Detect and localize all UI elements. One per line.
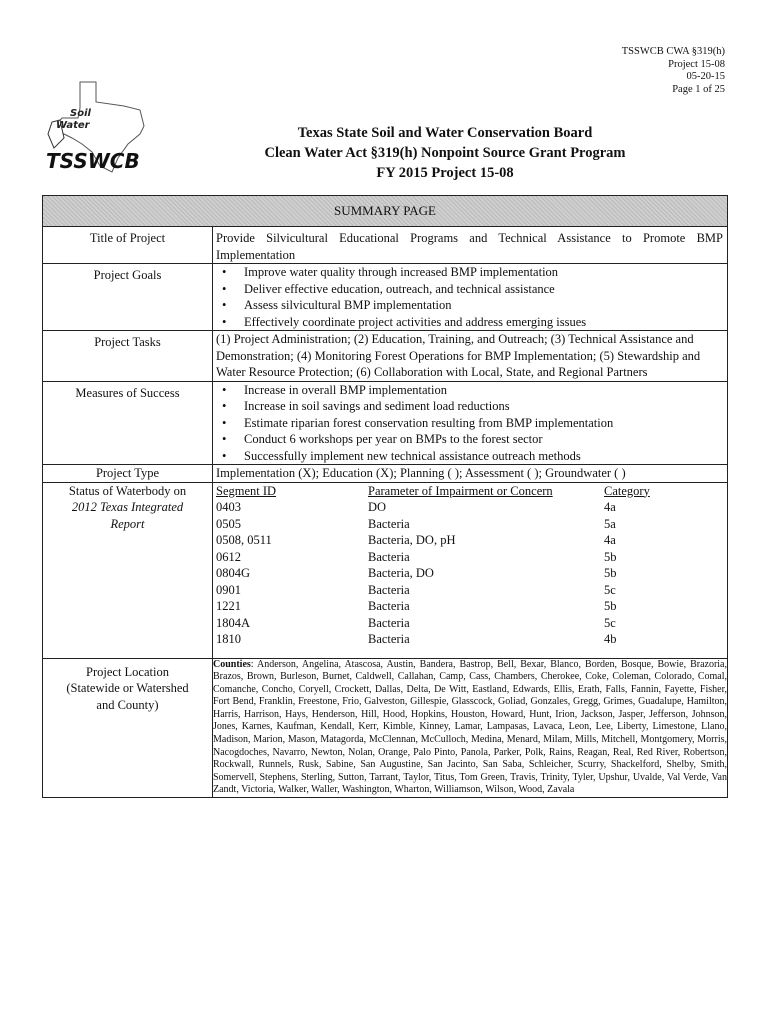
goals-list xyxy=(216,264,723,330)
title-row xyxy=(43,227,728,264)
document-title-block xyxy=(120,123,770,183)
measures-row xyxy=(43,381,728,465)
measure-item: • Increase in soil savings and sediment load reductions xyxy=(244,398,723,415)
waterbody-header-row xyxy=(216,483,723,500)
waterbody-data-row: 0612 Bacteria 5b xyxy=(216,549,617,564)
waterbody-status-value xyxy=(213,482,728,658)
goals-row xyxy=(43,264,728,331)
project-tasks-value: (1) Project Administration; (2) Education, Training, and Outreach; (3) Technical Assistance and Demonstration; (4) Monitoring Forest Operations for BMP Implementation; (5) Stewardship and Water Resource Protection; (6) Collaboration with Local, State, and Regional Partners xyxy=(213,331,728,382)
title-of-project-value: Provide Silvicultural Educational Programs and Technical Assistance to Promote BMP Implementation xyxy=(213,227,728,264)
measure-item: • Conduct 6 workshops per year on BMPs to the forest sector xyxy=(244,431,723,448)
tasks-row xyxy=(43,331,728,382)
type-row xyxy=(43,465,728,483)
category-header: Category xyxy=(604,483,650,498)
goal-item: • Assess silvicultural BMP implementation xyxy=(244,297,723,314)
measure-item: • Increase in overall BMP implementation xyxy=(244,382,723,399)
measures-of-success-value xyxy=(213,381,728,465)
waterbody-data-row: 1804A Bacteria 5c xyxy=(216,615,616,630)
waterbody-data-row: 0403 DO 4a xyxy=(216,500,616,514)
location-row xyxy=(43,658,728,798)
measure-item: • Successfully implement new technical assistance outreach methods xyxy=(244,448,723,465)
project-type-value: Implementation (X); Education (X); Planning ( ); Assessment ( ); Groundwater ( ) xyxy=(213,465,728,483)
waterbody-data-row: 1221 Bacteria 5b xyxy=(216,599,617,613)
title-line-1: Texas State Soil and Water Conservation Board xyxy=(297,125,593,141)
reference-line-4: Page 1 of 25 xyxy=(672,83,725,95)
waterbody-data-row: 1810 Bacteria 4b xyxy=(216,632,617,646)
logo-water-text: Water xyxy=(56,120,90,131)
title-line-3: FY 2015 Project 15-08 xyxy=(376,165,514,181)
reference-line-2: Project 15-08 xyxy=(668,58,725,70)
project-goals-label: Project Goals xyxy=(43,264,213,331)
parameter-header: Parameter of Impairment or Concern xyxy=(368,483,553,498)
project-type-label: Project Type xyxy=(43,465,213,483)
waterbody-data-row: 0505 Bacteria 5a xyxy=(216,516,616,531)
reference-line-3: 05-20-15 xyxy=(686,71,725,82)
measures-list xyxy=(216,382,723,465)
project-goals-value xyxy=(213,264,728,331)
project-location-label: Project Location (Statewide or Watershed and County) xyxy=(43,658,213,798)
document-reference xyxy=(622,46,725,96)
measures-of-success-label: Measures of Success xyxy=(43,381,213,465)
goal-item: • Effectively coordinate project activities and address emerging issues xyxy=(244,314,723,331)
measure-item: • Estimate riparian forest conservation resulting from BMP implementation xyxy=(244,415,723,432)
waterbody-data-row: 0901 Bacteria 5c xyxy=(216,582,616,597)
summary-table xyxy=(42,195,728,798)
logo-soil-text: Soil xyxy=(70,108,91,119)
waterbody-row xyxy=(43,482,728,658)
title-line-2: Clean Water Act §319(h) Nonpoint Source Grant Program xyxy=(264,145,626,161)
project-location-value xyxy=(213,658,728,798)
waterbody-status-label: Status of Waterbody on 2012 Texas Integrated Report xyxy=(43,482,213,658)
title-of-project-label: Title of Project xyxy=(43,227,213,264)
project-tasks-label: Project Tasks xyxy=(43,331,213,382)
waterbody-data-row: 0508, 0511 Bacteria, DO, pH 4a xyxy=(216,533,616,547)
reference-line-1: TSSWCB CWA §319(h) xyxy=(621,46,725,57)
counties-list: : Anderson, Angelina, Atascosa, Austin, Bandera, Bastrop, Bell, Bexar, Blanco, Borden, Bosque, Bowie, Brazoria, Brazos, Brown, Burleson, Burnet, Caldwell, Callahan, Camp, Cass, Chambers, Cherokee, Coke, Coleman, Colorado, Comal, Comanche, Concho, Coryell, Crockett, Dallas, Delta, De Witt, Eastland, Edwards, Ellis, Erath, Falls, Fannin, Fayette, Fisher, Fort Bend, Franklin, Freestone, Frio, Galveston, Gillespie, Glasscock, Goliad, Gonzales, Gregg, Grimes, Guadalupe, Hamilton, Harris, Harrison, Hays, Henderson, Hill, Hood, Hopkins, Houston, Howard, Hunt, Irion, Jackson, Jasper, Jefferson, Johnson, Jones, Karnes, Kaufman, Kendall, Kerr, Kimble, Kinney, Lamar, Lampasas, Lavaca, Leon, Lee, Liberty, Limestone, Llano, Madison, Marion, Mason, Matagorda, McClennan, McCulloch, Medina, Menard, Milam, Mills, Mitchell, Montgomery, Morris, Nacogdoches, Navarro, Newton, Nolan, Orange, Palo Pinto, Panola, Parker, Polk, Rains, Reagan, Real, Red River, Robertson, Rockwall, Runnels, Rusk, Sabine, San Augustine, San Jacinto, San Saba, Schleicher, Scurry, Shackelford, Shelby, Smith, Somervell, Stephens, Sterling, Sutton, Tarrant, Taylor, Titus, Tom Green, Travis, Trinity, Tyler, Upshur, Uvalde, Val Verde, Van Zandt, Victoria, Walker, Waller, Washington, Wharton, Williamson, Wilson, Wood, Zavala xyxy=(213,658,727,796)
goal-item: • Improve water quality through increased BMP implementation xyxy=(244,264,723,281)
counties-label: Counties xyxy=(213,658,251,670)
segment-id-header: Segment ID xyxy=(216,483,277,498)
waterbody-data-row: 0804G Bacteria, DO 5b xyxy=(216,566,617,580)
goal-item: • Deliver effective education, outreach, and technical assistance xyxy=(244,281,723,298)
logo-acronym-text: TSSWCB xyxy=(46,149,140,173)
summary-heading: SUMMARY PAGE xyxy=(43,196,728,227)
